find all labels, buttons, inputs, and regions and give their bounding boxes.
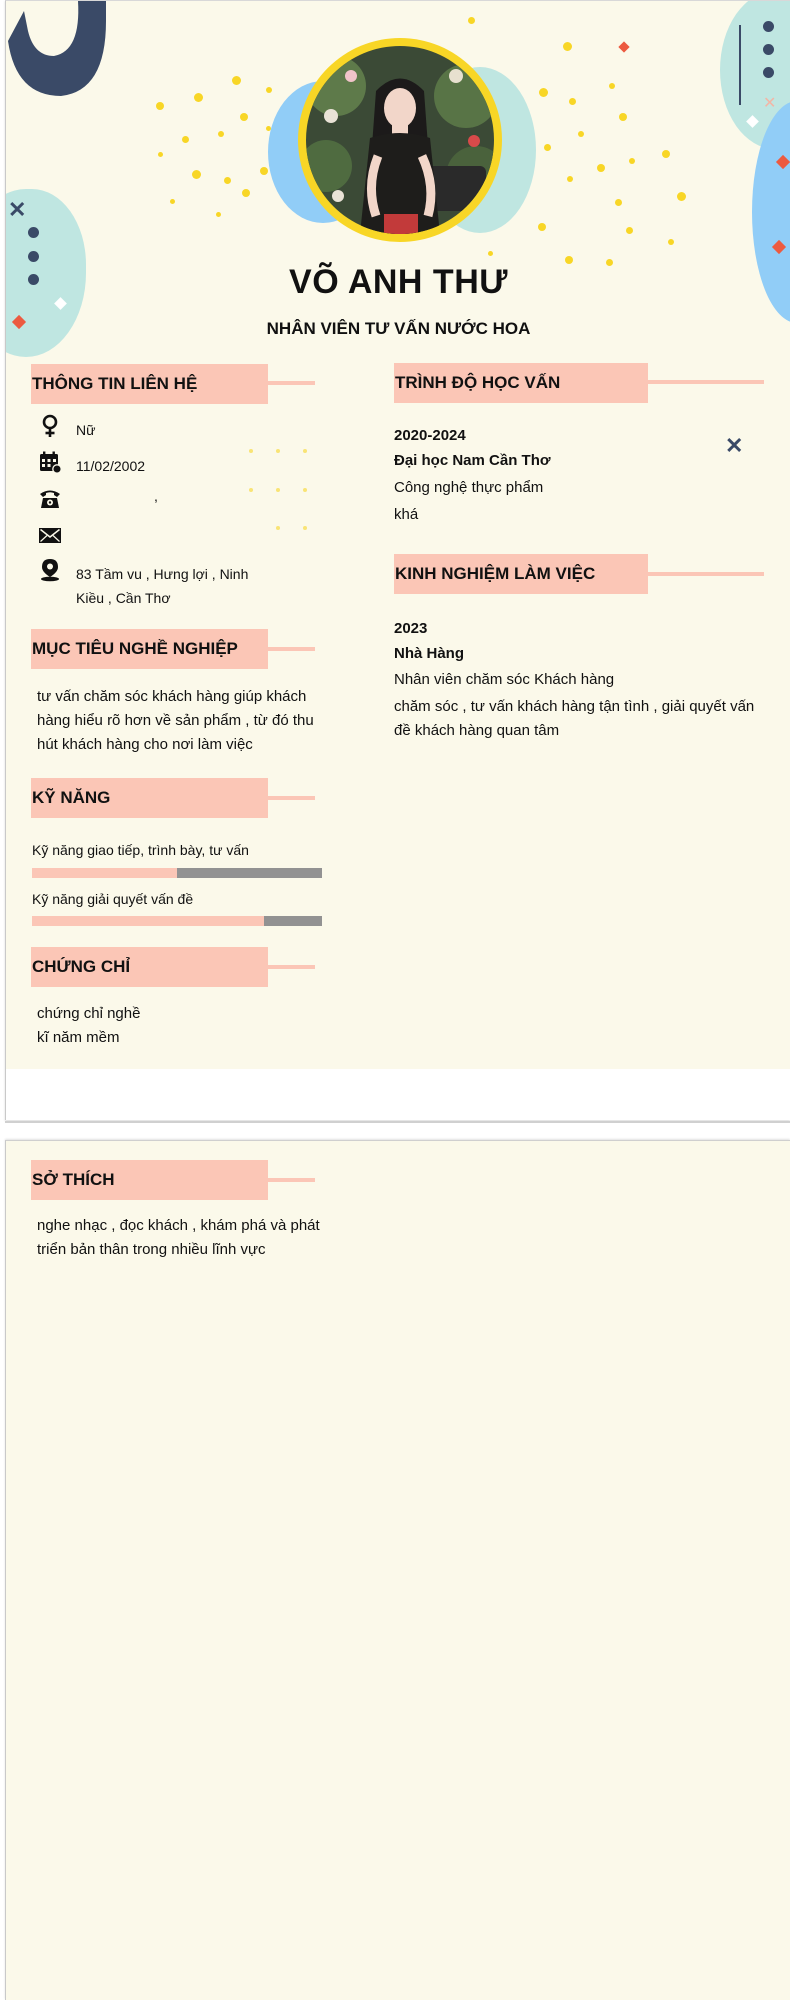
confetti-dot — [619, 113, 627, 121]
confetti-dot — [276, 449, 280, 453]
page-bottom-margin — [6, 1069, 790, 1120]
section-header-line — [648, 572, 764, 576]
section-header-line — [268, 1178, 315, 1182]
certificates-section-title: CHỨNG CHỈ — [32, 957, 131, 976]
hobbies-line: nghe nhạc , đọc khách , khám phá và phát — [37, 1217, 320, 1234]
experience-position: Nhân viên chăm sóc Khách hàng — [394, 671, 615, 688]
confetti-dot — [303, 488, 307, 492]
education-section-title: TRÌNH ĐỘ HỌC VẤN — [395, 373, 561, 392]
phone-icon — [38, 486, 62, 510]
confetti-dot — [276, 488, 280, 492]
confetti-dot — [563, 42, 572, 51]
confetti-dot — [192, 170, 201, 179]
confetti-dot — [182, 136, 189, 143]
confetti-dot — [266, 126, 271, 131]
confetti-dot — [303, 449, 307, 453]
confetti-dot — [544, 144, 551, 151]
section-header-line — [268, 965, 315, 969]
address-line-2: Kiều , Cần Thơ — [76, 590, 171, 606]
experience-description: đề khách hàng quan tâm — [394, 722, 560, 739]
confetti-dot — [260, 167, 268, 175]
avatar — [306, 46, 494, 234]
contact-section-title: THÔNG TIN LIÊN HỆ — [32, 374, 198, 393]
education-period: 2020-2024 — [394, 427, 466, 444]
skill-progress-fill — [32, 868, 177, 878]
education-major: Công nghệ thực phẩm — [394, 479, 544, 496]
confetti-dot — [578, 131, 584, 137]
confetti-dot — [597, 164, 605, 172]
confetti-dot — [249, 449, 253, 453]
navy-arc-decoration — [6, 1, 116, 101]
confetti-dot — [615, 199, 622, 206]
confetti-dot — [668, 239, 674, 245]
confetti-dot — [240, 113, 248, 121]
confetti-dot — [216, 212, 221, 217]
birthday-value: 11/02/2002 — [76, 458, 146, 474]
confetti-dot — [662, 150, 670, 158]
red-diamond — [618, 41, 629, 52]
confetti-dot — [249, 488, 253, 492]
confetti-dot — [539, 88, 548, 97]
skill-progress-bar — [32, 868, 322, 878]
navy-dot — [763, 44, 774, 55]
confetti-dot — [170, 199, 175, 204]
objective-line: tư vấn chăm sóc khách hàng giúp khách — [37, 688, 307, 705]
certificate-item: kĩ năm mềm — [37, 1029, 120, 1046]
education-school: Đại học Nam Cần Thơ — [394, 452, 551, 469]
navy-dot — [763, 67, 774, 78]
calendar-icon — [38, 450, 62, 474]
close-mark-icon-left: ✕ — [8, 197, 27, 222]
candidate-name: VÕ ANH THƯ — [289, 263, 508, 301]
gender-female-icon — [38, 414, 62, 438]
navy-dot — [28, 227, 39, 238]
job-title: NHÂN VIÊN TƯ VẤN NƯỚC HOA — [266, 319, 531, 338]
confetti-dot — [626, 227, 633, 234]
address-line-1: 83 Tầm vu , Hưng lợi , Ninh — [76, 566, 249, 582]
mail-icon — [38, 523, 62, 547]
close-mark-icon-right: ✕ — [763, 95, 777, 112]
objective-section-title: MỤC TIÊU NGHỀ NGHIỆP — [32, 639, 238, 658]
experience-description: chăm sóc , tư vấn khách hàng tận tình , giải quyết vấn — [394, 698, 755, 715]
experience-company: Nhà Hàng — [394, 645, 465, 662]
cv-page-2 — [5, 1140, 790, 2000]
section-header-line — [268, 381, 315, 385]
vertical-line-decoration — [739, 25, 741, 105]
confetti-dot — [677, 192, 686, 201]
confetti-dot — [488, 251, 493, 256]
experience-year: 2023 — [394, 620, 428, 637]
confetti-dot — [232, 76, 241, 85]
page-separator — [5, 1121, 790, 1123]
confetti-dot — [276, 526, 280, 530]
confetti-dot — [194, 93, 203, 102]
hobbies-section-title: SỞ THÍCH — [32, 1170, 115, 1189]
navy-dot — [763, 21, 774, 32]
skill-progress-fill — [32, 916, 264, 926]
certificate-item: chứng chỉ nghề — [37, 1005, 141, 1022]
skills-section-title: KỸ NĂNG — [32, 788, 111, 807]
confetti-dot — [629, 158, 635, 164]
hobbies-line: triển bản thân trong nhiều lĩnh vực — [37, 1241, 266, 1258]
objective-line: hàng hiểu rõ hơn về sản phẩm , từ đó thu — [37, 712, 314, 729]
confetti-dot — [266, 87, 272, 93]
section-header-line — [648, 380, 764, 384]
confetti-dot — [569, 98, 576, 105]
navy-dot — [28, 251, 39, 262]
cv-page-1 — [5, 0, 790, 1120]
location-pin-icon — [38, 558, 62, 582]
confetti-dot — [567, 176, 573, 182]
skill-progress-bar — [32, 916, 322, 926]
confetti-dot — [609, 83, 615, 89]
confetti-dot — [156, 102, 164, 110]
skill-label: Kỹ năng giao tiếp, trình bày, tư vấn — [32, 842, 249, 858]
confetti-dot — [303, 526, 307, 530]
confetti-dot — [218, 131, 224, 137]
confetti-dot — [224, 177, 231, 184]
close-mark-icon: ✕ — [725, 433, 744, 458]
confetti-dot — [158, 152, 163, 157]
gender-value: Nữ — [76, 422, 96, 438]
confetti-dot — [242, 189, 250, 197]
experience-section-title: KINH NGHIỆM LÀM VIỆC — [395, 564, 596, 583]
skill-label: Kỹ năng giải quyết vấn đề — [32, 891, 194, 907]
section-header-line — [268, 647, 315, 651]
section-header-line — [268, 796, 315, 800]
confetti-dot — [538, 223, 546, 231]
phone-value: , — [154, 488, 158, 504]
objective-line: hút khách hàng cho nơi làm việc — [37, 736, 253, 753]
education-grade: khá — [394, 506, 419, 523]
confetti-dot — [468, 17, 475, 24]
